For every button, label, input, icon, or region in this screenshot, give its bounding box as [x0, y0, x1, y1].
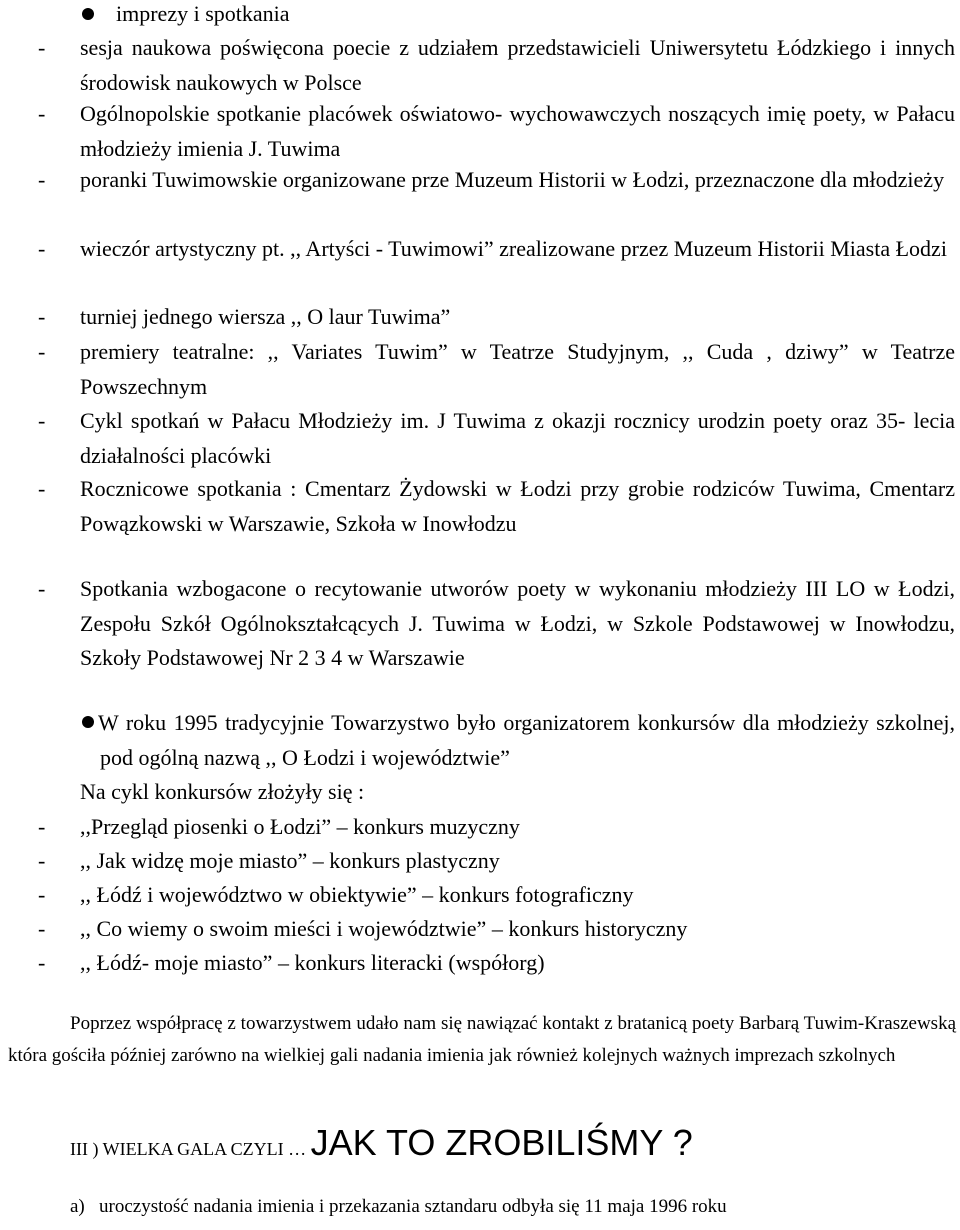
dash-marker: -	[38, 167, 46, 192]
final-item	[70, 1192, 950, 1222]
dash-marker: -	[38, 882, 46, 907]
final-item-label: a)	[70, 1196, 85, 1217]
dash-marker: -	[38, 408, 46, 433]
contest-item: ,, Co wiemy o swoim mieści i województwie” – konkurs historyczny	[80, 916, 688, 941]
dash-marker: -	[38, 35, 46, 60]
contest-bullet-text: W roku 1995 tradycyjnie Towarzystwo było organizatorem konkursów dla młodzieży szkolnej, pod ogólną nazwą ,, O Łodzi i województwie”	[98, 710, 955, 770]
contest-item: ,, Łódź i województwo w obiektywie” – konkurs fotograficzny	[80, 882, 634, 907]
dash-marker: -	[38, 916, 46, 941]
dash-marker: -	[38, 848, 46, 873]
section-prefix: III ) WIELKA GALA CZYLI …	[70, 1139, 311, 1159]
list-item: turniej jednego wiersza ,, O laur Tuwima”	[80, 304, 451, 329]
section-title: JAK TO ZROBILIŚMY ?	[310, 1122, 693, 1163]
list-item: poranki Tuwimowskie organizowane prze Muzeum Historii w Łodzi, przeznaczone dla młodzieży	[80, 167, 945, 192]
bullet-icon	[82, 8, 94, 20]
contest-item: ,, Jak widzę moje miasto” – konkurs plastyczny	[80, 848, 500, 873]
top-bullet-text: imprezy i spotkania	[116, 1, 290, 26]
bullet-icon	[82, 716, 94, 728]
list-item: Rocznicowe spotkania : Cmentarz Żydowski w Łodzi przy grobie rodziców Tuwima, Cmentarz Powązkowski w Warszawie, Szkoła w Inowłodzu	[80, 476, 955, 536]
dash-marker: -	[38, 101, 46, 126]
list-item: wieczór artystyczny pt. ,, Artyści - Tuwimowi” zrealizowane przez Muzeum Historii Miasta Łodzi	[80, 236, 947, 261]
dash-marker: -	[38, 576, 46, 601]
final-item-text: uroczystość nadania imienia i przekazania sztandaru odbyła się 11 maja 1996 roku	[99, 1196, 727, 1217]
dash-marker: -	[38, 476, 46, 501]
dash-marker: -	[38, 304, 46, 329]
contest-item: ,, Łódź- moje miasto” – konkurs literacki (współorg)	[80, 950, 545, 975]
list-item: Spotkania wzbogacone o recytowanie utworów poety w wykonaniu młodzieży III LO w Łodzi, Zespołu Szkół Ogólnokształcących J. Tuwima w Łodzi, w Szkole Podstawowej w Inowłodzu, Szkoły Podstawowej Nr 2 3 4 w Warszawie	[80, 576, 955, 670]
list-item: sesja naukowa poświęcona poecie z udziałem przedstawicieli Uniwersytetu Łódzkiego i innych środowisk naukowych w Polsce	[80, 35, 955, 95]
dash-marker: -	[38, 339, 46, 364]
list-item: Cykl spotkań w Pałacu Młodzieży im. J Tuwima z okazji rocznicy urodzin poety oraz 35- lecia działalności placówki	[80, 408, 955, 468]
contest-item: ,,Przegląd piosenki o Łodzi” – konkurs muzyczny	[80, 814, 520, 839]
dash-marker: -	[38, 950, 46, 975]
dash-marker: -	[38, 236, 46, 261]
list-item: Ogólnopolskie spotkanie placówek oświatowo- wychowawczych noszących imię poety, w Pałacu młodzieży imienia J. Tuwima	[80, 101, 955, 161]
contest-intro: Na cykl konkursów złożyły się :	[80, 779, 365, 804]
list-item: premiery teatralne: ,, Variates Tuwim” w Teatrze Studyjnym, ,, Cuda , dziwy” w Teatrze Powszechnym	[80, 339, 955, 399]
cooperation-paragraph: Poprzez współpracę z towarzystwem udało nam się nawiązać kontakt z bratanicą poety Barbarą Tuwim-Kraszewską która gościła później zarówno na wielkiej gali nadania imienia jak również kolejnych ważnych imprezach szkolnych	[8, 1013, 956, 1066]
dash-marker: -	[38, 814, 46, 839]
section-heading	[70, 1122, 693, 1164]
